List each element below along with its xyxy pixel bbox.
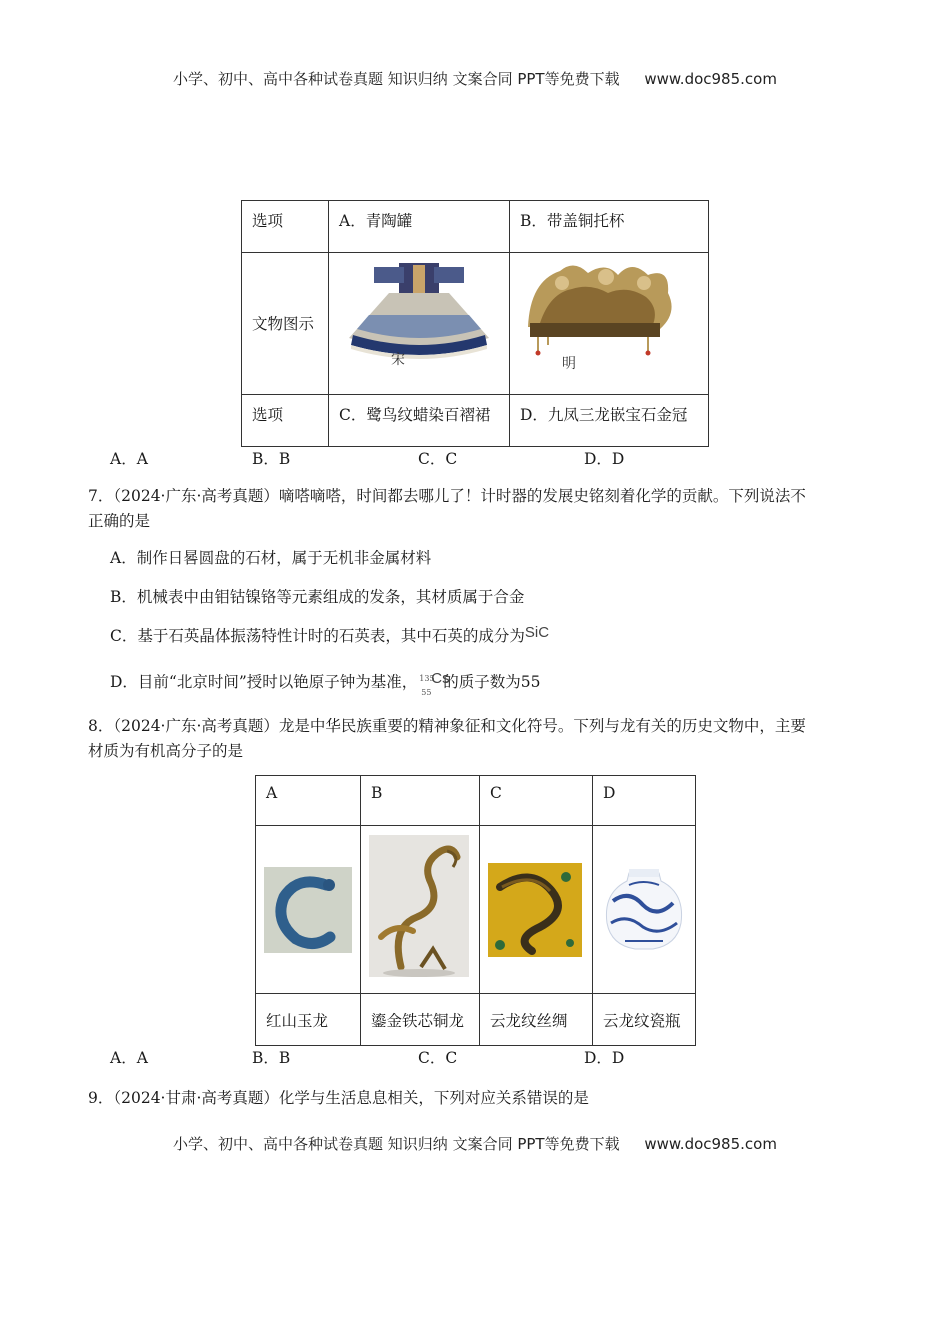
q6-option-d[interactable]: D．D: [584, 450, 625, 468]
q9-stem: 9．（2024·甘肃·高考真题）化学与生活息息相关，下列对应关系错误的是: [88, 1089, 589, 1107]
q8-header-b: B: [361, 776, 480, 826]
q7-option-c[interactable]: [110, 624, 549, 649]
q7-option-a[interactable]: A．制作日晷圆盘的石材，属于无机非金属材料: [110, 549, 432, 567]
q7-option-c-text: C．基于石英晶体振荡特性计时的石英表，其中石英的成分为: [110, 627, 525, 645]
q8-header-c: C: [480, 776, 593, 826]
q6-cell-d: D．九凤三龙嵌宝石金冠: [510, 395, 709, 447]
caption-song: 宋: [391, 352, 405, 368]
q7-option-d-text: D．目前“北京时间”授时以铯原子钟为基准，: [110, 673, 418, 691]
q7-option-d-suffix: 的质子数为55: [443, 673, 541, 691]
caption-ming: 明: [562, 356, 576, 372]
q8-name-c: 云龙纹丝绸: [480, 994, 593, 1046]
q8-option-a[interactable]: A．A: [110, 1049, 148, 1067]
q8-image-cell-b: [361, 826, 480, 994]
q7-stem-line2: 正确的是: [88, 512, 151, 530]
q6-table: [241, 200, 709, 447]
q6-cell-a: A．青陶罐: [329, 201, 510, 253]
q8-header-a: A: [256, 776, 361, 826]
q8-option-d[interactable]: D．D: [584, 1049, 625, 1067]
q8-image-cell-d: [593, 826, 696, 994]
q6-row1-label: 选项: [242, 201, 329, 253]
q6-image-cell-left: [329, 253, 510, 395]
porcelain-jar-image: [593, 827, 695, 993]
page-footer: [0, 1133, 950, 1154]
q8-image-cell-a: [256, 826, 361, 994]
q7-option-d[interactable]: [110, 670, 541, 697]
q6-option-c[interactable]: C．C: [418, 450, 458, 468]
q8-header-d: D: [593, 776, 696, 826]
q6-row2-label: 文物图示: [242, 253, 329, 395]
q7-atomic-number: 55: [421, 688, 432, 697]
q7-mass-number: 135: [419, 674, 435, 683]
q7-symbol-cs: Cs: [431, 670, 450, 687]
q6-option-b[interactable]: B．B: [252, 450, 291, 468]
q7-formula-sic: SiC: [524, 624, 550, 641]
q8-stem-line1: 8．（2024·广东·高考真题）龙是中华民族重要的精神象征和文化符号。下列与龙有关的历史文物中，主要: [88, 717, 806, 735]
gold-crown-image: [510, 253, 708, 393]
q6-image-cell-right: [510, 253, 709, 395]
q8-name-a: 红山玉龙: [256, 994, 361, 1046]
q8-option-b[interactable]: B．B: [252, 1049, 291, 1067]
header-site: www.doc985.com: [644, 70, 777, 88]
q6-cell-b: B．带盖铜托杯: [510, 201, 709, 253]
q7-nuclide: [417, 670, 450, 697]
silk-dragon-image: [480, 827, 592, 993]
q7-stem-line1: 7．（2024·广东·高考真题）嘀嗒嘀嗒，时间都去哪儿了！计时器的发展史铭刻着化学的贡献。下列说法不: [88, 487, 806, 505]
footer-text: 小学、初中、高中各种试卷真题 知识归纳 文案合同 PPT等免费下载: [173, 1135, 620, 1153]
gilt-bronze-dragon-image: [361, 827, 479, 993]
page-header: [0, 68, 950, 89]
q6-option-a[interactable]: A．A: [110, 450, 148, 468]
footer-site: www.doc985.com: [644, 1135, 777, 1153]
header-text: 小学、初中、高中各种试卷真题 知识归纳 文案合同 PPT等免费下载: [173, 70, 620, 88]
q8-stem-line2: 材质为有机高分子的是: [88, 742, 244, 760]
q6-row3-label: 选项: [242, 395, 329, 447]
q8-table: [255, 775, 696, 1046]
q8-name-d: 云龙纹瓷瓶: [593, 994, 696, 1046]
q8-name-b: 鎏金铁芯铜龙: [361, 994, 480, 1046]
pleated-skirt-image: [329, 253, 509, 393]
q8-option-c[interactable]: C．C: [418, 1049, 458, 1067]
jade-dragon-image: [256, 827, 360, 993]
q8-image-cell-c: [480, 826, 593, 994]
q6-cell-c: C．鹭鸟纹蜡染百褶裙: [329, 395, 510, 447]
q7-option-b[interactable]: B．机械表中由钼钴镍铬等元素组成的发条，其材质属于合金: [110, 588, 525, 606]
